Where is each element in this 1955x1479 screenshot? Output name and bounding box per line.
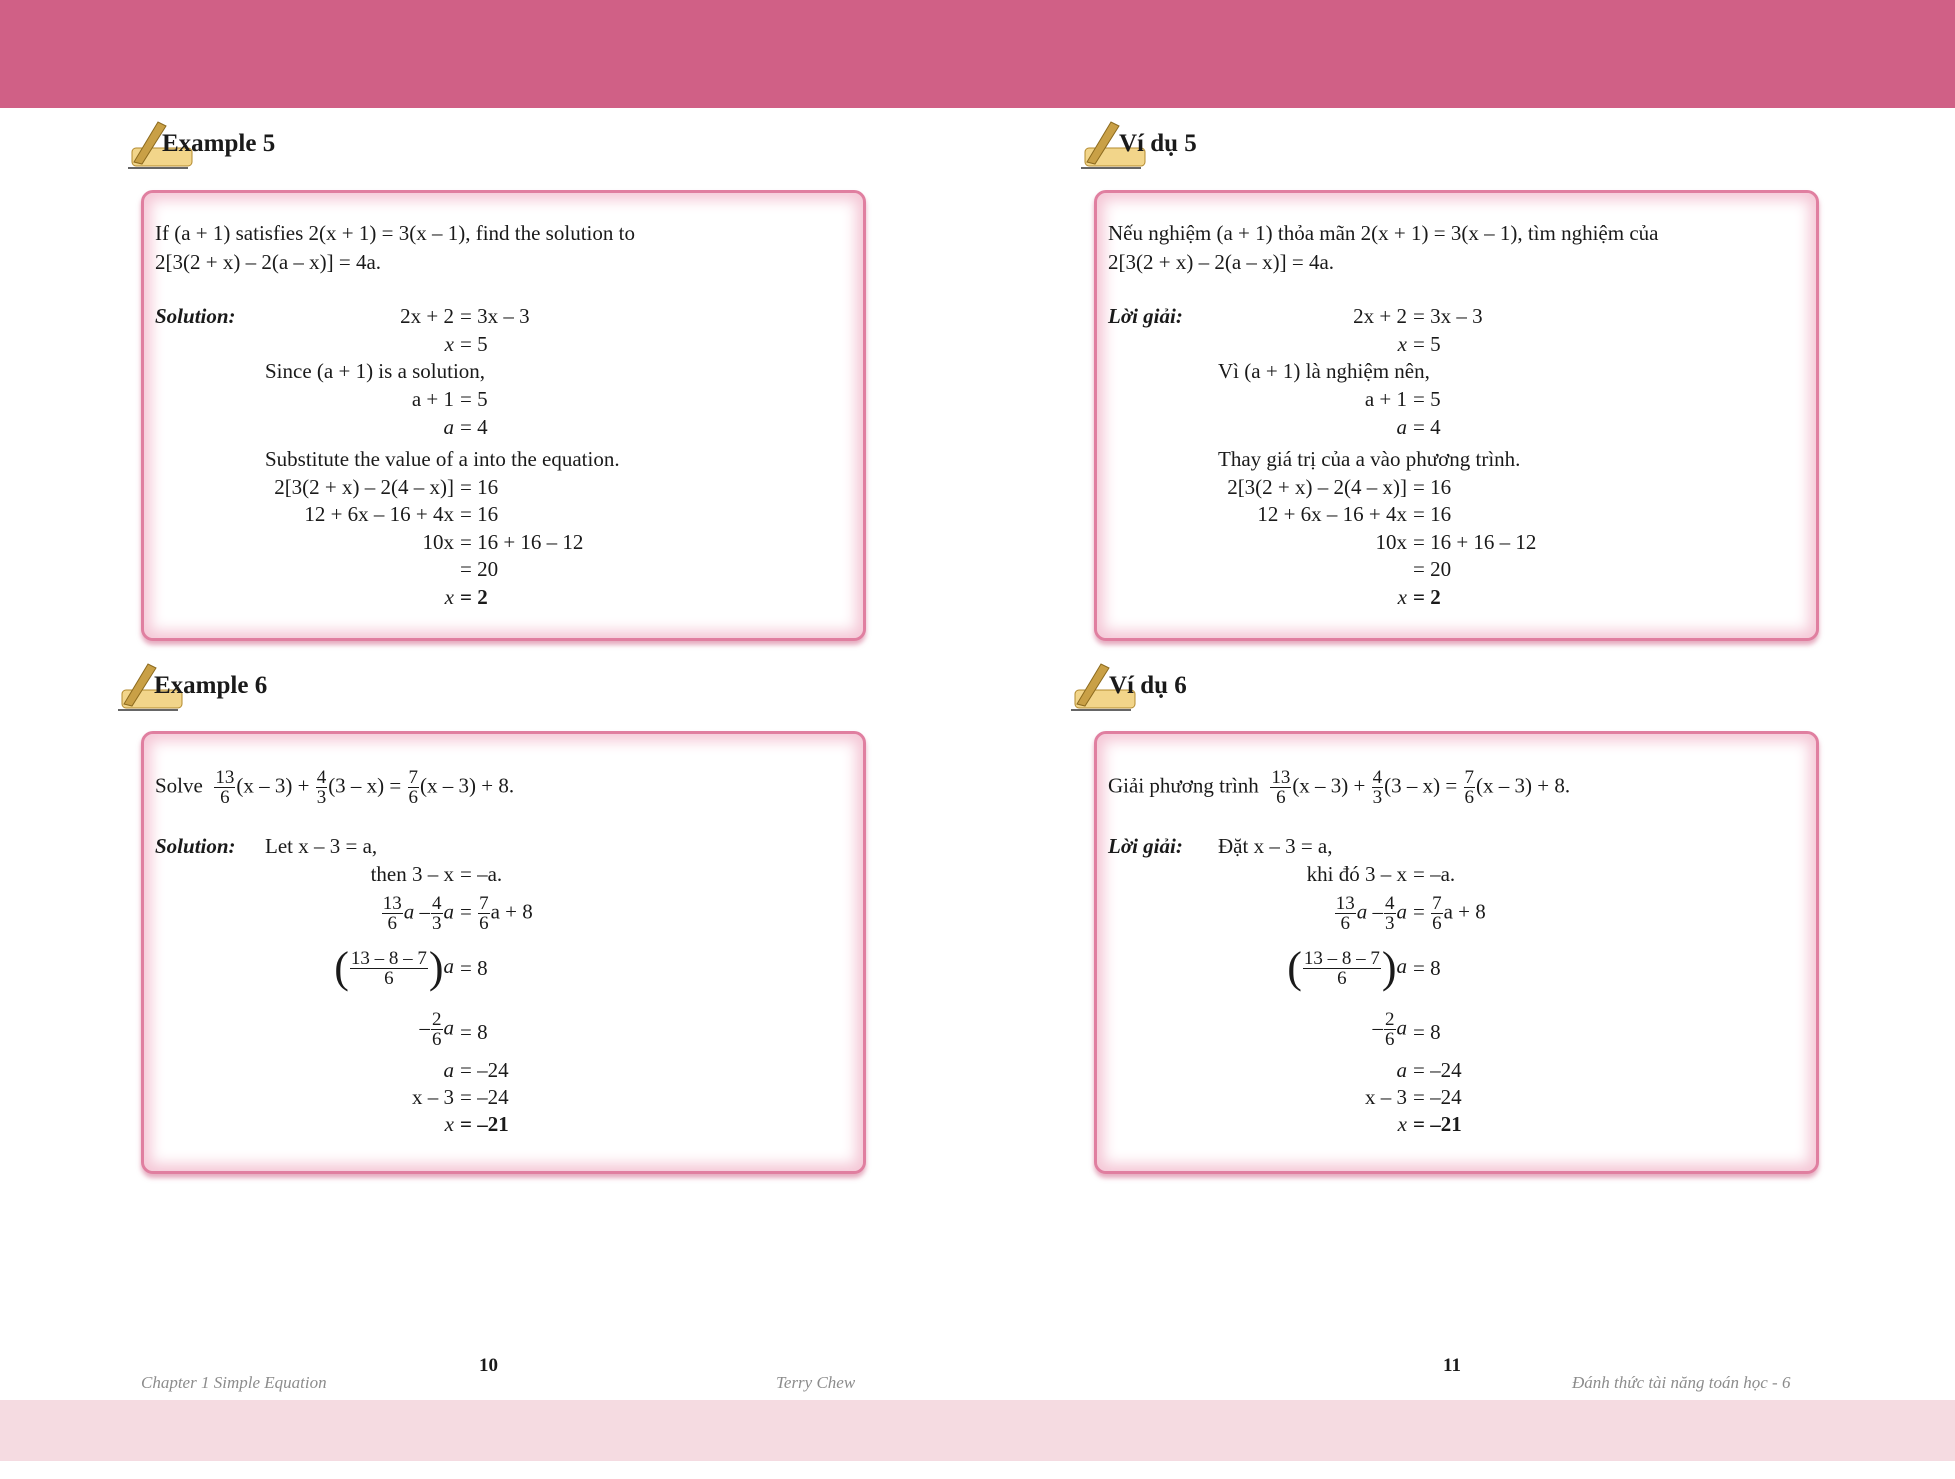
page-number-left: 10: [479, 1355, 498, 1376]
vidu5-question: Nếu nghiệm (a + 1) thỏa mãn 2(x + 1) = 3(x – 1), tìm nghiệm của 2[3(2 + x) – 2(a – x)] = 4a.: [1108, 221, 1659, 274]
vidu5-title: Ví dụ 5: [1119, 130, 1197, 157]
vidu5-header: [1081, 118, 1341, 174]
since-text: Since (a + 1) is a solution,: [265, 359, 486, 383]
example5-box: If (a + 1) satisfies 2(x + 1) = 3(x – 1), find the solution to 2[3(2 + x) – 2(a – x)] = 4a. Solution: Since (a + 1) is a solution, Substitute the value of a into the equation. 2x + 2 = 3x – 3 x = 5 a + 1 = 5 a = 4 2[3(2 + x) – 2(4 – x)] = 16 12 + 6x – 16 + 4x = 16 10x = 16 + 16 – 12 = 20 x = 2: [141, 190, 866, 641]
solution-label: Solution:: [155, 304, 236, 328]
footer-book-title: Đánh thức tài năng toán học - 6: [1572, 1373, 1791, 1392]
vidu6-header: [1071, 660, 1331, 716]
since-text: Vì (a + 1) là nghiệm nên,: [1218, 359, 1430, 383]
footer-chapter: Chapter 1 Simple Equation: [141, 1373, 327, 1392]
vidu6-box: Giải phương trình $\frac{13}{6}$ (x – 3) + $\frac{4}{3}$ (3 – x) = $\frac{7}{6}$ (x – 3) + 8. Lời giải: Đặt x – 3 = a, khi đó 3 – x = –a. $\frac{13}{6}$ a – $\frac{4}{3}$ a = $\frac{7}{6}$ a + 8 ( $\frac{13 - 8 - 7}{6}$ )a = 8 – $\frac{2}{6}$ a = 8 a = –24 x – 3 = –24 x = –21: [1094, 731, 1819, 1174]
example5-header: [128, 118, 388, 174]
example5-question: If (a + 1) satisfies 2(x + 1) = 3(x – 1), find the solution to 2[3(2 + x) – 2(a – x)] = 4a.: [155, 221, 635, 274]
substitute-text: Substitute the value of a into the equation.: [265, 447, 620, 471]
example6-box: Solve $\frac{13}{6}$ (x – 3) + $\frac{4}{3}$ (3 – x) = $\frac{7}{6}$ (x – 3) + 8. Solution: Let x – 3 = a, then 3 – x = –a. $\frac{13}{6}$ a – $\frac{4}{3}$ a = $\frac{7}{6}$ a + 8 ( $\frac{13 - 8 - 7}{6}$ )a = 8 – $\frac{2}{6}$ a = 8 a = –24 x – 3 = –24 x = –21: [141, 731, 866, 1174]
solution-label: Lời giải:: [1108, 834, 1183, 858]
example5-title: Example 5: [162, 130, 276, 157]
top-header-band: [0, 0, 1955, 108]
bottom-footer-band: [0, 1400, 1955, 1461]
let-text: Let x – 3 = a,: [265, 834, 378, 858]
vidu6-question: Giải phương trình $\frac{13}{6}$ (x – 3) + $\frac{4}{3}$ (3 – x) = $\frac{7}{6}$ (x – 3) + 8.: [1108, 767, 1571, 808]
let-text: Đặt x – 3 = a,: [1218, 834, 1333, 858]
vidu5-box: Nếu nghiệm (a + 1) thỏa mãn 2(x + 1) = 3(x – 1), tìm nghiệm của 2[3(2 + x) – 2(a – x)] = 4a. Lời giải: Vì (a + 1) là nghiệm nên, Thay giá trị của a vào phương trình. 2x + 2 = 3x – 3 x = 5 a + 1 = 5 a = 4 2[3(2 + x) – 2(4 – x)] = 16 12 + 6x – 16 + 4x = 16 10x = 16 + 16 – 12 = 20 x = 2: [1094, 190, 1819, 641]
example6-question: Solve $\frac{13}{6}$ (x – 3) + $\frac{4}{3}$ (3 – x) = $\frac{7}{6}$ (x – 3) + 8.: [155, 767, 515, 808]
footer-author: Terry Chew: [776, 1373, 856, 1392]
substitute-text: Thay giá trị của a vào phương trình.: [1218, 447, 1521, 471]
example6-header: [118, 660, 378, 716]
page-number-right: 11: [1443, 1355, 1461, 1376]
vidu6-title: Ví dụ 6: [1109, 672, 1187, 699]
solution-label: Solution:: [155, 834, 236, 858]
example6-title: Example 6: [154, 672, 268, 699]
solution-label: Lời giải:: [1108, 304, 1183, 328]
